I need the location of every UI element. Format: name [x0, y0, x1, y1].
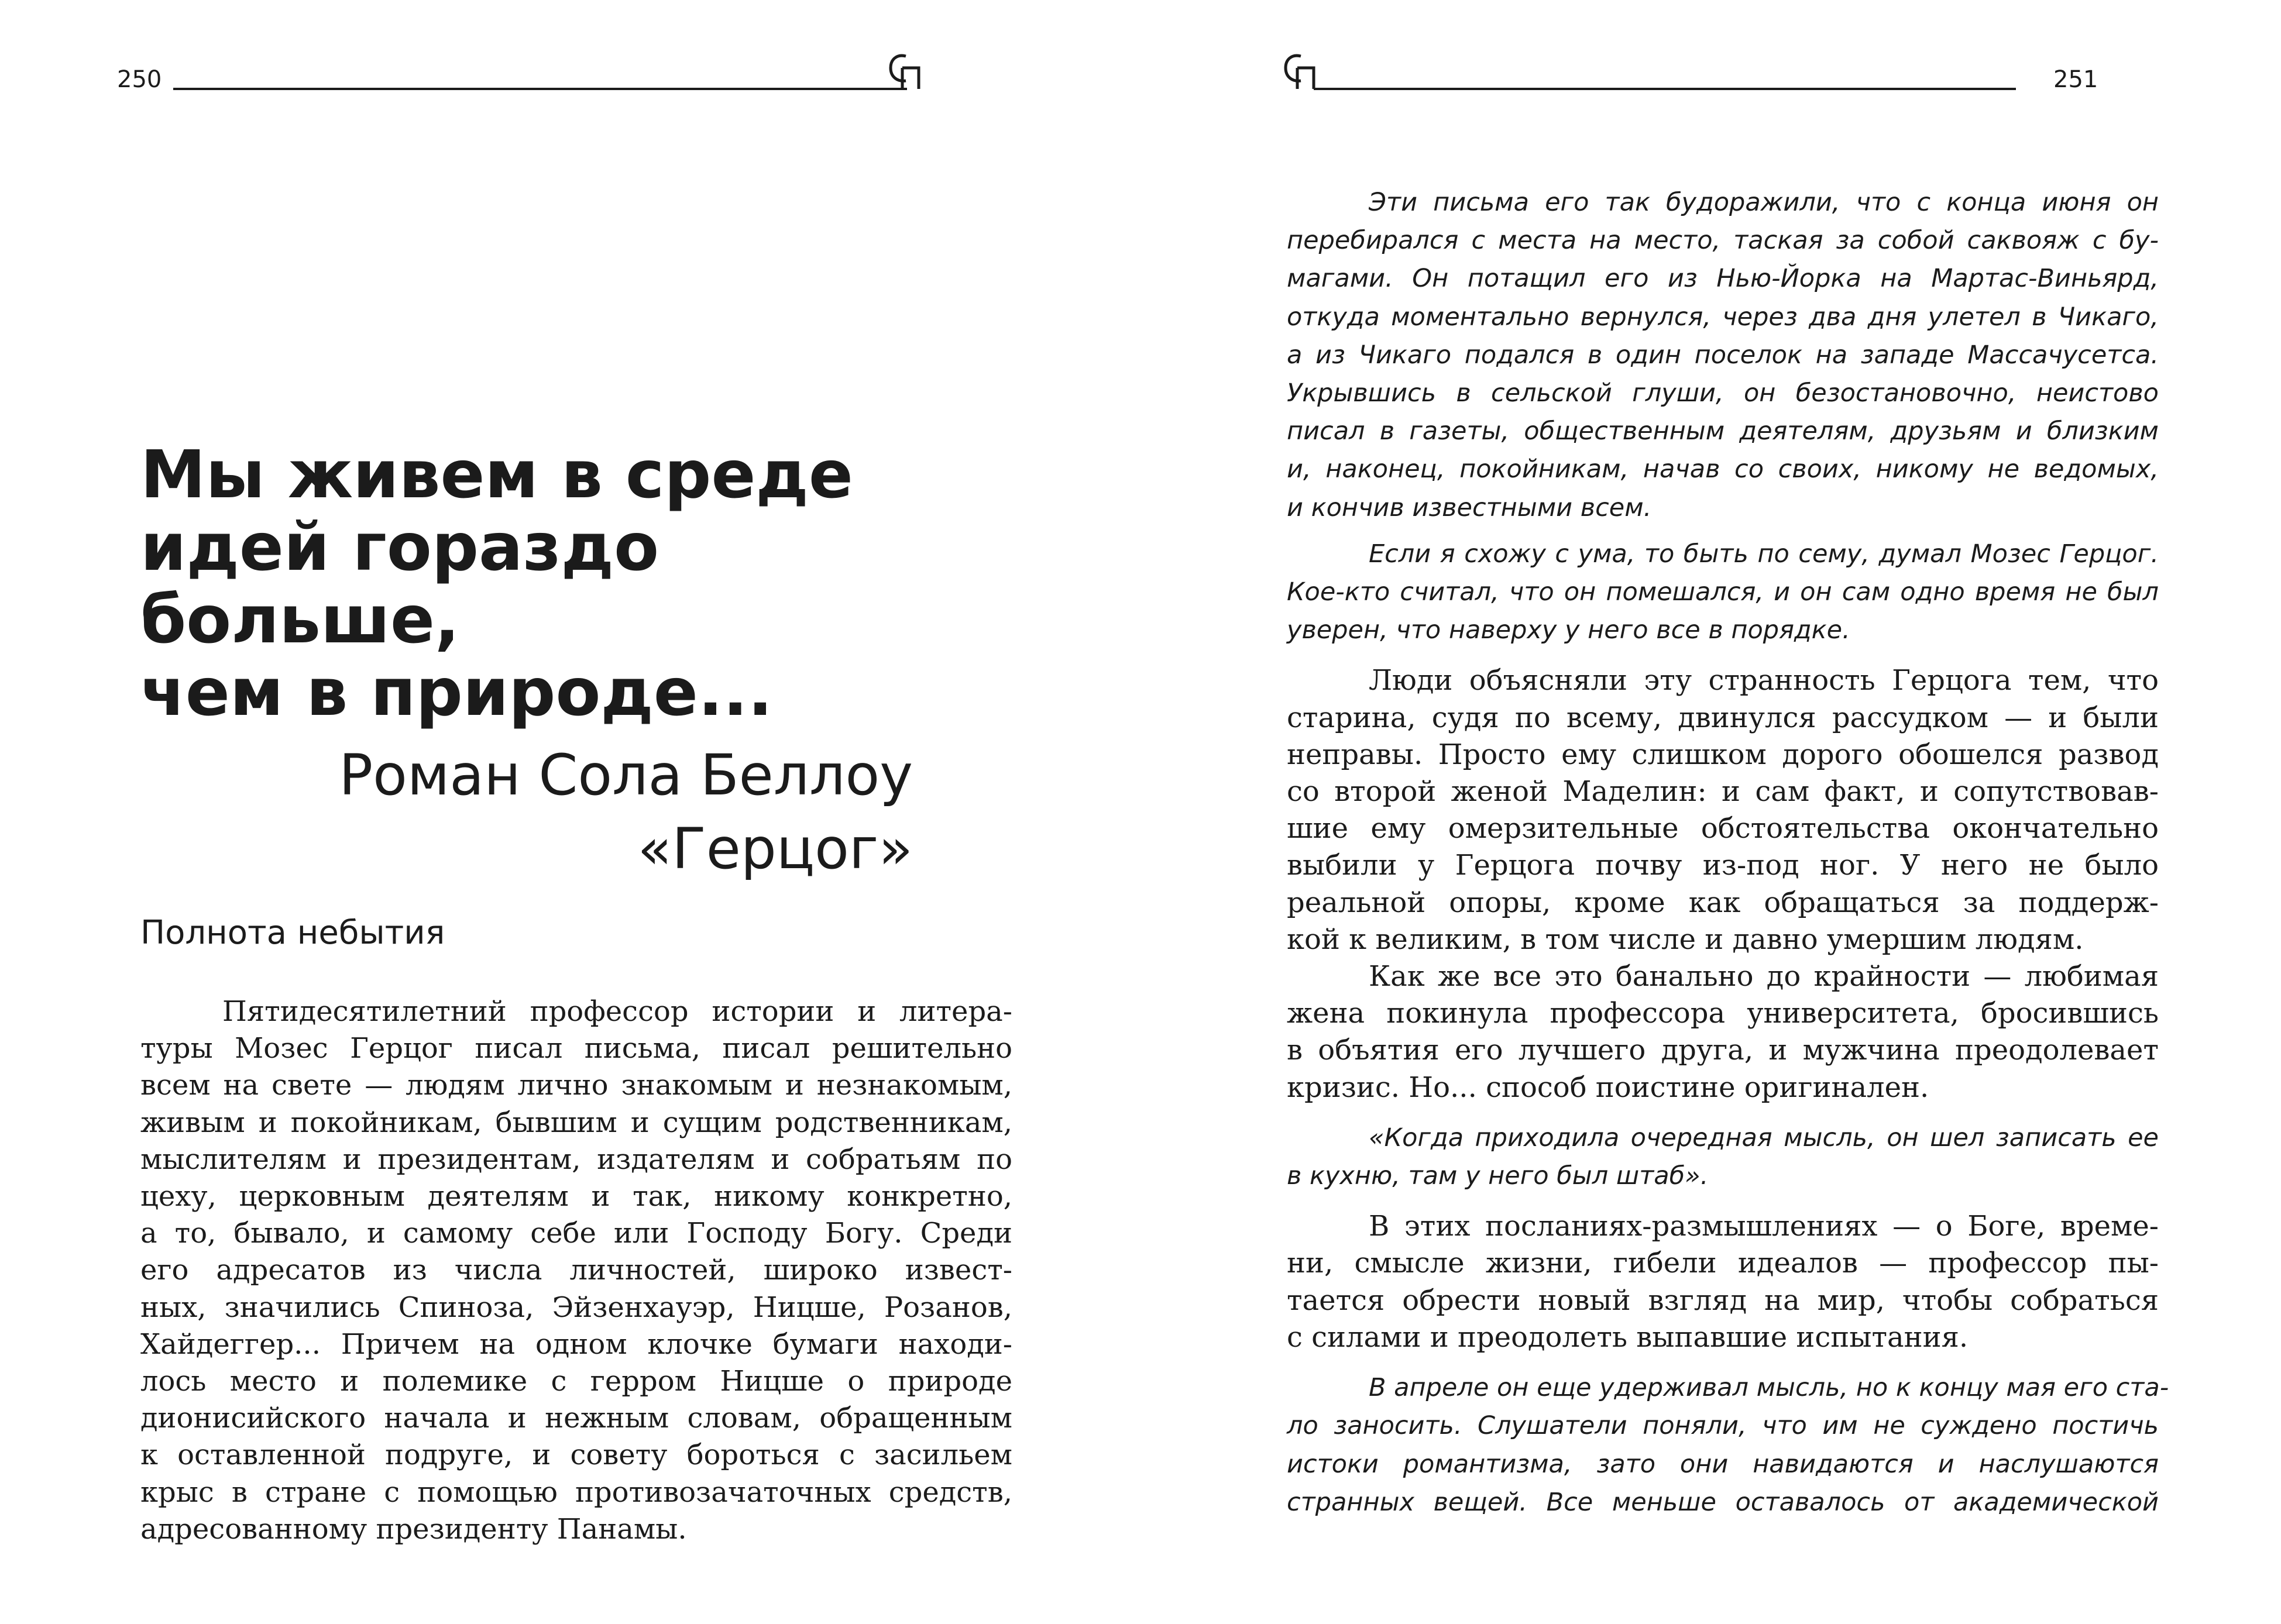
- body-line: шие ему омерзительные обстоятельства окончательно: [1287, 812, 2159, 845]
- body-line: и, наконец, покойникам, начав со своих, никому не ведомых,: [1287, 455, 2159, 484]
- section-heading: Полнота небытия: [140, 914, 445, 952]
- page-number: 251: [2053, 66, 2098, 93]
- subtitle-line: Роман Сола Беллоу: [339, 742, 913, 808]
- body-line: писал в газеты, общественным деятелям, друзьям и близким: [1287, 417, 2159, 446]
- body-line: крыс в стране с помощью противозачаточных средств,: [140, 1475, 1012, 1509]
- left-page: [0, 0, 1140, 1624]
- body-line: Кое-кто считал, что он помешался, и он сам одно время не был: [1287, 577, 2159, 607]
- body-line: перебирался с места на место, таская за собой саквояж с бу-: [1287, 226, 2159, 256]
- body-line: В этих посланиях-размышлениях — о Боге, време-: [1369, 1210, 2159, 1243]
- body-line: туры Мозес Герцог писал письма, писал решительно: [140, 1032, 1012, 1065]
- regular-paragraph: [1287, 1208, 2159, 1356]
- title-line: идей гораздо: [140, 510, 659, 586]
- body-line: цеху, церковным деятелям и так, никому конкретно,: [140, 1180, 1012, 1213]
- body-line: кризис. Но... способ поистине оригинален.: [1287, 1071, 1929, 1104]
- body-line: Люди объясняли эту странность Герцога тем, что: [1369, 664, 2159, 697]
- body-line: мыслителям и президентам, издателям и собратьям по: [140, 1143, 1012, 1176]
- body-line: адресованному президенту Панамы.: [140, 1512, 687, 1546]
- body-line: истоки романтизма, зато они навидаются и наслушаются: [1287, 1449, 2159, 1479]
- title-line: больше,: [140, 582, 460, 658]
- sp-monogram-logo: [888, 50, 923, 94]
- header-rule: [1314, 88, 2016, 90]
- left-body-text: [140, 993, 1012, 1548]
- italic-paragraph: [1287, 535, 2159, 650]
- body-line: ло заносить. Слушатели поняли, что им не суждено постичь: [1287, 1411, 2159, 1441]
- body-line: в кухню, там у него был штаб».: [1287, 1161, 1709, 1191]
- body-line: странных вещей. Все меньше оставалось от академической: [1287, 1487, 2159, 1517]
- body-line: неправы. Просто ему слишком дорого обошелся развод: [1287, 738, 2159, 771]
- sp-monogram-logo: [1283, 50, 1318, 94]
- body-line: Эти письма его так будоражили, что с конца июня он: [1369, 188, 2159, 217]
- regular-paragraph: [1287, 958, 2159, 1106]
- body-line: В апреле он еще удерживал мысль, но к концу мая его ста-: [1369, 1373, 2169, 1403]
- italic-paragraph: [1287, 184, 2159, 527]
- body-line: старина, судя по всему, двинулся рассудком — и были: [1287, 701, 2159, 734]
- body-line: ных, значились Спиноза, Эйзенхауэр, Ницше, Розанов,: [140, 1291, 1012, 1324]
- body-line: реальной опоры, кроме как обращаться за поддерж-: [1287, 886, 2159, 919]
- body-line: магами. Он потащил его из Нью-Йорка на Мартас-Виньярд,: [1287, 264, 2159, 294]
- body-line: со второй женой Маделин: и сам факт, и сопутствовав-: [1287, 775, 2159, 808]
- body-line: в объятия его лучшего друга, и мужчина преодолевает: [1287, 1034, 2159, 1067]
- body-line: его адресатов из числа личностей, широко извест-: [140, 1254, 1012, 1287]
- right-page: [1140, 0, 2281, 1624]
- body-line: кой к великим, в том числе и давно умершим людям.: [1287, 923, 2084, 956]
- body-line: выбили у Герцога почву из-под ног. У него не было: [1287, 849, 2159, 882]
- body-line: и кончив известными всем.: [1287, 493, 1652, 522]
- body-line: «Когда приходила очередная мысль, он шел записать ее: [1369, 1123, 2159, 1152]
- body-line: Укрывшись в сельской глуши, он безостановочно, неистово: [1287, 379, 2159, 408]
- subtitle-line: «Герцог»: [637, 816, 913, 882]
- chapter-title: [140, 439, 960, 729]
- regular-paragraph: [1287, 662, 2159, 958]
- body-line: к оставленной подруге, и совету бороться с засильем: [140, 1439, 1012, 1472]
- body-line: ни, смысле жизни, гибели идеалов — профессор пы-: [1287, 1247, 2159, 1280]
- body-line: жена покинула профессора университета, бросившись: [1287, 997, 2159, 1030]
- body-line: а то, бывало, и самому себе или Господу Богу. Среди: [140, 1217, 1012, 1250]
- body-line: лось место и полемике с герром Ницше о природе: [140, 1365, 1012, 1398]
- italic-paragraph: [1287, 1369, 2169, 1522]
- body-line: всем на свете — людям лично знакомым и незнакомым,: [140, 1069, 1012, 1102]
- body-line: живым и покойникам, бывшим и сущим родственникам,: [140, 1106, 1012, 1139]
- page-number: 250: [117, 66, 162, 93]
- body-line: откуда моментально вернулся, через два дня улетел в Чикаго,: [1287, 302, 2159, 332]
- body-line: Как же все это банально до крайности — любимая: [1369, 960, 2159, 993]
- body-line: а из Чикаго подался в один поселок на западе Массачусетса.: [1287, 340, 2159, 370]
- right-body-text: [1287, 184, 2169, 1522]
- header-rule: [173, 88, 907, 90]
- body-line: Если я схожу с ума, то быть по сему, думал Мозес Герцог.: [1369, 539, 2159, 569]
- italic-quote: [1287, 1119, 2159, 1195]
- body-line: тается обрести новый взгляд на мир, чтобы собраться: [1287, 1284, 2159, 1317]
- chapter-subtitle: [140, 738, 913, 886]
- body-line: Пятидесятилетний профессор истории и литера-: [222, 995, 1012, 1028]
- body-line: Хайдеггер... Причем на одном клочке бумаги находи-: [140, 1327, 1012, 1361]
- title-line: Мы живем в среде: [140, 437, 853, 513]
- body-line: с силами и преодолеть выпавшие испытания.: [1287, 1320, 1969, 1354]
- body-line: уверен, что наверху у него все в порядке.: [1287, 615, 1850, 645]
- body-line: дионисийского начала и нежным словам, обращенным: [140, 1402, 1012, 1435]
- title-line: чем в природе...: [140, 655, 773, 731]
